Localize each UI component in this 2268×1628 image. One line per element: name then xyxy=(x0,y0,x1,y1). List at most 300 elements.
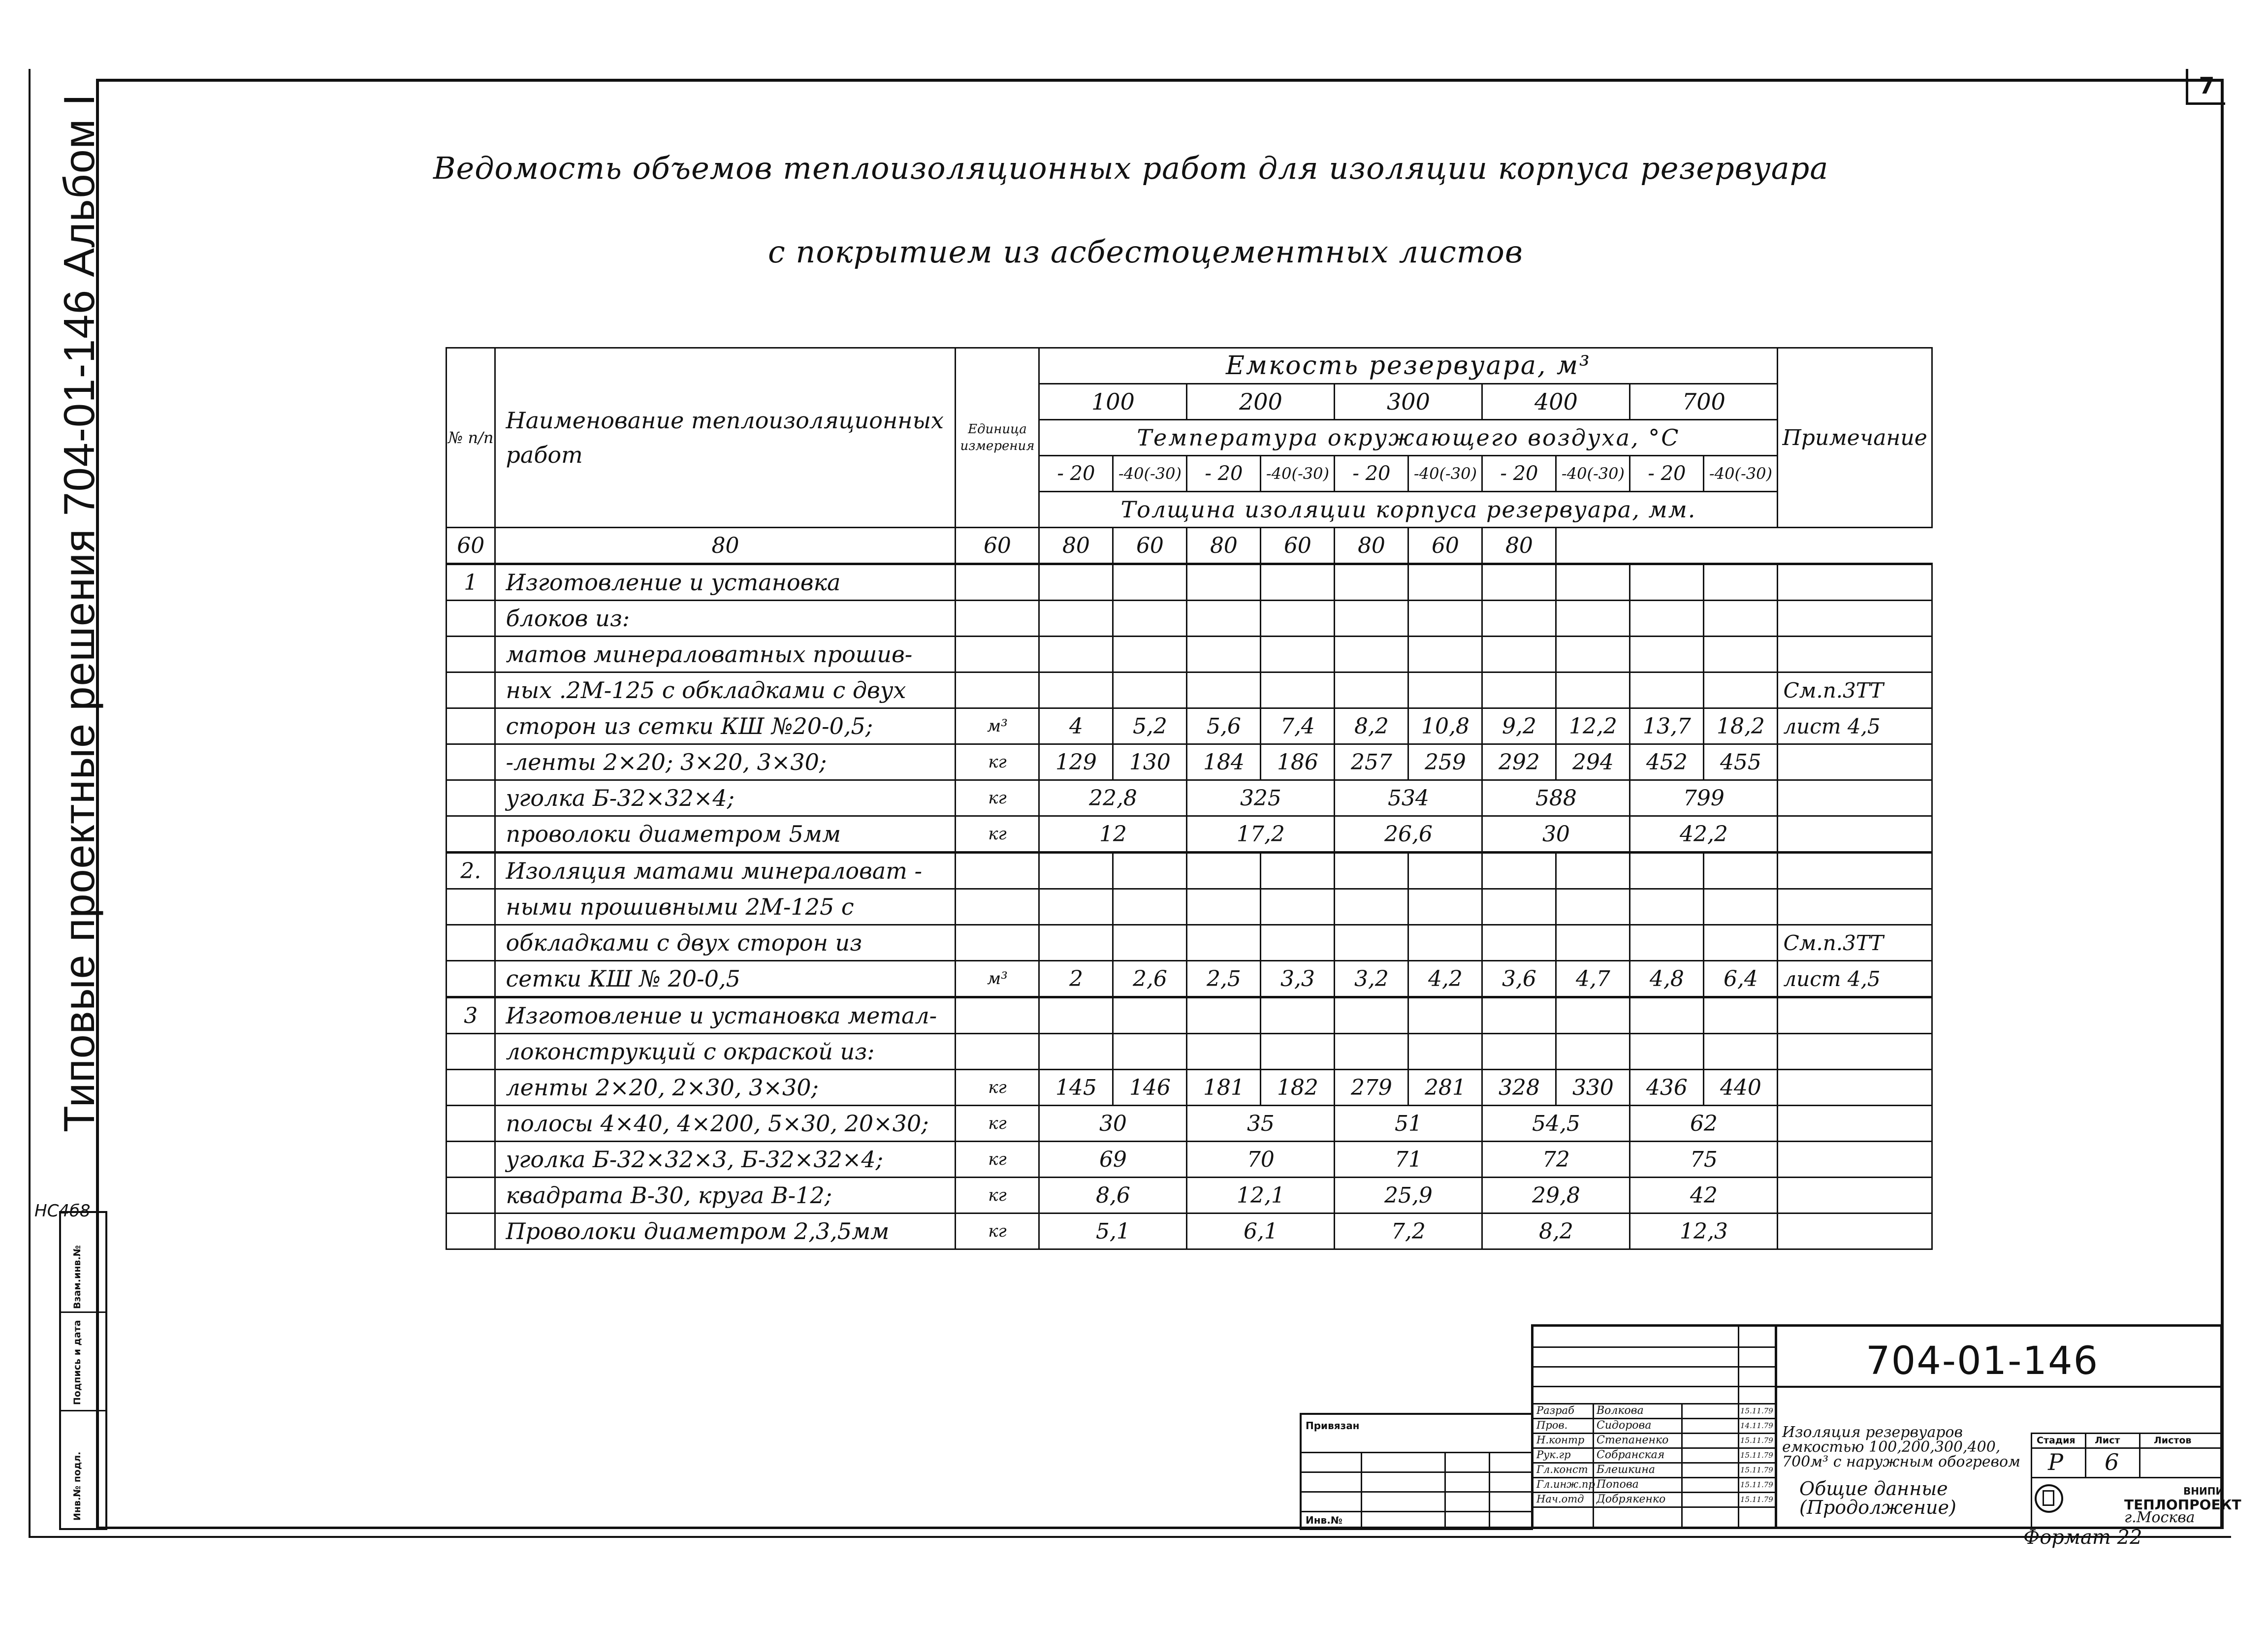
value-cell: 54,5 xyxy=(1482,1106,1630,1142)
unit-cell: кг xyxy=(956,816,1039,853)
value-cell xyxy=(1630,601,1704,637)
thickness-header: Толщина изоляции корпуса резервуара, мм. xyxy=(1039,492,1778,528)
table-row xyxy=(447,925,1932,961)
role-label: Гл.инж.пр xyxy=(1536,1478,1595,1490)
note-cell xyxy=(1778,564,1932,601)
row-number: 1 xyxy=(447,564,495,601)
table-row xyxy=(447,816,1932,853)
table-row xyxy=(447,997,1932,1034)
value-cell xyxy=(1630,1034,1704,1070)
value-cell xyxy=(1630,564,1704,601)
value-cell xyxy=(1261,925,1335,961)
thickness-cell: 60 xyxy=(1113,528,1187,564)
org-city: г.Москва xyxy=(2124,1509,2195,1526)
stamp-label-inv: Взам.инв.№ xyxy=(72,1245,83,1309)
document-code: 704-01-146 xyxy=(1866,1339,2099,1383)
date-value: 15.11.79 xyxy=(1740,1451,1773,1460)
thickness-cell: 80 xyxy=(1039,528,1113,564)
value-cell xyxy=(1630,637,1704,672)
date-value: 15.11.79 xyxy=(1740,1436,1773,1445)
value-cell: 72 xyxy=(1482,1142,1630,1178)
table-row xyxy=(447,1142,1932,1178)
value-cell: 4,8 xyxy=(1630,961,1704,997)
col-no-header: № п/п xyxy=(447,348,495,528)
value-cell: 534 xyxy=(1335,780,1482,816)
value-cell xyxy=(1335,889,1408,925)
value-cell xyxy=(1039,853,1113,889)
temperature-cell: - 20 xyxy=(1039,456,1113,492)
value-cell xyxy=(1556,853,1630,889)
note-cell xyxy=(1778,1106,1932,1142)
value-cell xyxy=(1408,889,1482,925)
stage-value: Р xyxy=(2048,1449,2063,1475)
capacity-header: Емкость резервуара, м³ xyxy=(1039,348,1778,384)
value-cell xyxy=(1039,997,1113,1034)
date-value: 15.11.79 xyxy=(1740,1466,1773,1474)
unit-cell: м³ xyxy=(956,961,1039,997)
value-cell: 182 xyxy=(1261,1070,1335,1106)
date-value: 15.11.79 xyxy=(1740,1495,1773,1504)
thickness-cell: 60 xyxy=(447,528,495,564)
value-cell: 7,4 xyxy=(1261,708,1335,744)
value-cell xyxy=(1039,889,1113,925)
note-cell xyxy=(1778,889,1932,925)
row-number xyxy=(447,1070,495,1106)
value-cell: 181 xyxy=(1187,1070,1261,1106)
note-cell xyxy=(1778,997,1932,1034)
value-cell: 75 xyxy=(1630,1142,1778,1178)
value-cell xyxy=(1482,925,1556,961)
sheet-value: 6 xyxy=(2105,1449,2119,1475)
value-cell xyxy=(1261,564,1335,601)
work-name: ленты 2×20, 2×30, 3×30; xyxy=(495,1070,956,1106)
org-logo-icon xyxy=(2035,1484,2063,1513)
value-cell xyxy=(1704,853,1778,889)
value-cell xyxy=(1335,1034,1408,1070)
value-cell xyxy=(1335,672,1408,708)
work-name: обкладками с двух сторон из xyxy=(495,925,956,961)
temperature-cell: -40(-30) xyxy=(1408,456,1482,492)
value-cell xyxy=(1556,1034,1630,1070)
work-name: Проволоки диаметром 2,3,5мм xyxy=(495,1213,956,1249)
person-name: Попова xyxy=(1597,1478,1639,1491)
value-cell xyxy=(1482,601,1556,637)
col-unit-header: Единица измерения xyxy=(956,348,1039,528)
value-cell: 436 xyxy=(1630,1070,1704,1106)
thickness-cell: 80 xyxy=(1335,528,1408,564)
row-number xyxy=(447,1106,495,1142)
value-cell xyxy=(1408,637,1482,672)
value-cell: 12,2 xyxy=(1556,708,1630,744)
value-cell: 799 xyxy=(1630,780,1778,816)
value-cell xyxy=(1261,997,1335,1034)
value-cell xyxy=(1113,997,1187,1034)
temperature-cell: -40(-30) xyxy=(1261,456,1335,492)
value-cell: 7,2 xyxy=(1335,1213,1482,1249)
table-row xyxy=(447,672,1932,708)
unit-cell xyxy=(956,997,1039,1034)
value-cell xyxy=(1556,672,1630,708)
table-row xyxy=(447,889,1932,925)
person-name: Степаненко xyxy=(1597,1434,1669,1446)
value-cell xyxy=(1704,997,1778,1034)
value-cell: 8,2 xyxy=(1335,708,1408,744)
note-cell: См.п.3ТТ xyxy=(1778,672,1932,708)
value-cell xyxy=(1187,997,1261,1034)
value-cell: 51 xyxy=(1335,1106,1482,1142)
capacity-cell: 700 xyxy=(1630,384,1778,420)
value-cell: 12 xyxy=(1039,816,1187,853)
note-cell: лист 4,5 xyxy=(1778,961,1932,997)
work-name: Изготовление и установка метал- xyxy=(495,997,956,1034)
value-cell xyxy=(1556,637,1630,672)
value-cell xyxy=(1261,1034,1335,1070)
capacity-cell: 100 xyxy=(1039,384,1187,420)
value-cell xyxy=(1704,1034,1778,1070)
unit-cell: кг xyxy=(956,1213,1039,1249)
value-cell xyxy=(1704,925,1778,961)
value-cell xyxy=(1408,672,1482,708)
role-label: Рук.гр xyxy=(1536,1449,1571,1461)
row-number xyxy=(447,1142,495,1178)
value-cell xyxy=(1482,889,1556,925)
value-cell xyxy=(1556,925,1630,961)
sheet-title: Общие данные (Продолжение) xyxy=(1799,1478,1956,1518)
role-label: Н.контр xyxy=(1536,1434,1585,1446)
unit-cell xyxy=(956,925,1039,961)
row-number xyxy=(447,672,495,708)
note-cell: См.п.3ТТ xyxy=(1778,925,1932,961)
value-cell: 184 xyxy=(1187,744,1261,780)
unit-cell: кг xyxy=(956,1178,1039,1213)
value-cell: 35 xyxy=(1187,1106,1335,1142)
work-name: полосы 4×40, 4×200, 5×30, 20×30; xyxy=(495,1106,956,1142)
unit-cell: м³ xyxy=(956,708,1039,744)
thickness-cell: 60 xyxy=(956,528,1039,564)
work-name: локонструкций с окраской из: xyxy=(495,1034,956,1070)
row-number: 3 xyxy=(447,997,495,1034)
value-cell xyxy=(1187,853,1261,889)
value-cell: 4 xyxy=(1039,708,1113,744)
temperature-cell: -40(-30) xyxy=(1113,456,1187,492)
value-cell: 2,6 xyxy=(1113,961,1187,997)
capacity-cell: 300 xyxy=(1335,384,1482,420)
value-cell: 325 xyxy=(1187,780,1335,816)
unit-cell xyxy=(956,601,1039,637)
value-cell: 70 xyxy=(1187,1142,1335,1178)
value-cell xyxy=(1335,601,1408,637)
row-number xyxy=(447,1034,495,1070)
work-name: ных .2М-125 с обкладками с двух xyxy=(495,672,956,708)
value-cell: 12,1 xyxy=(1187,1178,1335,1213)
note-cell: лист 4,5 xyxy=(1778,708,1932,744)
table-row xyxy=(447,564,1932,601)
binding-label: Привязан xyxy=(1306,1420,1360,1432)
value-cell: 71 xyxy=(1335,1142,1482,1178)
work-name: проволоки диаметром 5мм xyxy=(495,816,956,853)
value-cell xyxy=(1704,564,1778,601)
sheets-label: Листов xyxy=(2154,1435,2192,1446)
value-cell: 455 xyxy=(1704,744,1778,780)
person-name: Волкова xyxy=(1597,1405,1644,1417)
unit-cell: кг xyxy=(956,1070,1039,1106)
unit-cell xyxy=(956,889,1039,925)
value-cell: 3,6 xyxy=(1482,961,1556,997)
unit-cell: кг xyxy=(956,780,1039,816)
temperature-header: Температура окружающего воздуха, °С xyxy=(1039,420,1778,456)
value-cell xyxy=(1039,601,1113,637)
value-cell xyxy=(1187,925,1261,961)
value-cell: 42,2 xyxy=(1630,816,1778,853)
table-row xyxy=(447,1178,1932,1213)
value-cell xyxy=(1630,672,1704,708)
thickness-cell: 60 xyxy=(1408,528,1482,564)
work-name: -ленты 2×20; 3×20, 3×30; xyxy=(495,744,956,780)
note-cell xyxy=(1778,1178,1932,1213)
unit-cell: кг xyxy=(956,744,1039,780)
value-cell xyxy=(1335,853,1408,889)
value-cell xyxy=(1039,672,1113,708)
work-name: квадрата В-30, круга В-12; xyxy=(495,1178,956,1213)
value-cell xyxy=(1113,925,1187,961)
value-cell xyxy=(1039,564,1113,601)
value-cell: 6,1 xyxy=(1187,1213,1335,1249)
value-cell: 129 xyxy=(1039,744,1113,780)
value-cell xyxy=(1482,637,1556,672)
works-table xyxy=(446,347,1933,1250)
value-cell xyxy=(1556,997,1630,1034)
table-row xyxy=(447,708,1932,744)
value-cell xyxy=(1408,853,1482,889)
value-cell: 30 xyxy=(1039,1106,1187,1142)
table-row xyxy=(447,744,1932,780)
temperature-cell: - 20 xyxy=(1630,456,1704,492)
table-row xyxy=(447,1070,1932,1106)
unit-cell xyxy=(956,1034,1039,1070)
thickness-cell: 80 xyxy=(1187,528,1261,564)
value-cell: 2,5 xyxy=(1187,961,1261,997)
value-cell: 3,3 xyxy=(1261,961,1335,997)
value-cell: 69 xyxy=(1039,1142,1187,1178)
value-cell xyxy=(1704,637,1778,672)
work-name: ными прошивными 2М-125 с xyxy=(495,889,956,925)
row-number xyxy=(447,1213,495,1249)
note-cell xyxy=(1778,744,1932,780)
note-cell xyxy=(1778,637,1932,672)
work-name: матов минераловатных прошив- xyxy=(495,637,956,672)
value-cell: 8,6 xyxy=(1039,1178,1187,1213)
value-cell: 5,2 xyxy=(1113,708,1187,744)
capacity-cell: 200 xyxy=(1187,384,1335,420)
thickness-cell: 80 xyxy=(1482,528,1556,564)
unit-cell xyxy=(956,637,1039,672)
value-cell: 12,3 xyxy=(1630,1213,1778,1249)
work-name: блоков из: xyxy=(495,601,956,637)
value-cell xyxy=(1187,889,1261,925)
value-cell xyxy=(1556,889,1630,925)
value-cell: 292 xyxy=(1482,744,1556,780)
value-cell xyxy=(1261,672,1335,708)
value-cell: 6,4 xyxy=(1704,961,1778,997)
value-cell xyxy=(1408,601,1482,637)
value-cell xyxy=(1039,637,1113,672)
value-cell xyxy=(1482,853,1556,889)
note-cell xyxy=(1778,1070,1932,1106)
value-cell: 4,7 xyxy=(1556,961,1630,997)
person-name: Добрякенко xyxy=(1597,1493,1666,1505)
value-cell xyxy=(1187,672,1261,708)
value-cell: 10,8 xyxy=(1408,708,1482,744)
thickness-cell: 80 xyxy=(495,528,956,564)
value-cell xyxy=(1335,564,1408,601)
value-cell xyxy=(1630,889,1704,925)
table-row xyxy=(447,961,1932,997)
value-cell xyxy=(1630,925,1704,961)
table-row xyxy=(447,1106,1932,1142)
value-cell xyxy=(1187,601,1261,637)
value-cell xyxy=(1187,1034,1261,1070)
temperature-cell: -40(-30) xyxy=(1556,456,1630,492)
value-cell xyxy=(1261,601,1335,637)
row-number xyxy=(447,961,495,997)
sheet-label: Лист xyxy=(2095,1435,2120,1446)
note-cell xyxy=(1778,1142,1932,1178)
value-cell xyxy=(1261,637,1335,672)
stage-label: Стадия xyxy=(2037,1435,2076,1446)
note-cell xyxy=(1778,601,1932,637)
table-row xyxy=(447,780,1932,816)
stamp-label-orig: Инв.№ подл. xyxy=(72,1451,83,1521)
value-cell xyxy=(1556,564,1630,601)
value-cell: 26,6 xyxy=(1335,816,1482,853)
value-cell xyxy=(1335,997,1408,1034)
unit-cell: кг xyxy=(956,1106,1039,1142)
row-number xyxy=(447,708,495,744)
value-cell xyxy=(1482,1034,1556,1070)
value-cell: 257 xyxy=(1335,744,1408,780)
value-cell xyxy=(1039,1034,1113,1070)
value-cell xyxy=(1335,925,1408,961)
value-cell: 25,9 xyxy=(1335,1178,1482,1213)
work-name: Изготовление и установка xyxy=(495,564,956,601)
thickness-cell: 60 xyxy=(1261,528,1335,564)
value-cell xyxy=(1482,672,1556,708)
value-cell: 62 xyxy=(1630,1106,1778,1142)
value-cell xyxy=(1630,853,1704,889)
inventory-label: Инв.№ xyxy=(1306,1514,1342,1526)
role-label: Пров. xyxy=(1536,1419,1568,1431)
note-cell xyxy=(1778,1034,1932,1070)
value-cell: 9,2 xyxy=(1482,708,1556,744)
value-cell: 294 xyxy=(1556,744,1630,780)
table-row xyxy=(447,637,1932,672)
value-cell xyxy=(1482,564,1556,601)
value-cell: 2 xyxy=(1039,961,1113,997)
role-label: Нач.отд xyxy=(1536,1493,1584,1505)
value-cell xyxy=(1113,1034,1187,1070)
value-cell xyxy=(1704,672,1778,708)
value-cell xyxy=(1261,889,1335,925)
value-cell: 22,8 xyxy=(1039,780,1187,816)
date-value: 14.11.79 xyxy=(1740,1421,1773,1430)
value-cell: 3,2 xyxy=(1335,961,1408,997)
value-cell xyxy=(1187,564,1261,601)
row-number: 2. xyxy=(447,853,495,889)
row-number xyxy=(447,925,495,961)
value-cell: 130 xyxy=(1113,744,1187,780)
table-row xyxy=(447,1034,1932,1070)
value-cell xyxy=(1704,601,1778,637)
person-name: Собранская xyxy=(1597,1449,1665,1461)
row-number xyxy=(447,637,495,672)
value-cell xyxy=(1408,564,1482,601)
value-cell: 30 xyxy=(1482,816,1630,853)
temperature-cell: - 20 xyxy=(1482,456,1556,492)
value-cell: 18,2 xyxy=(1704,708,1778,744)
temperature-cell: -40(-30) xyxy=(1704,456,1778,492)
side-code: НС4б8 xyxy=(34,1201,91,1221)
work-name: Изоляция матами минераловат - xyxy=(495,853,956,889)
note-cell xyxy=(1778,853,1932,889)
row-number xyxy=(447,816,495,853)
person-name: Сидорова xyxy=(1597,1419,1652,1432)
value-cell xyxy=(1113,564,1187,601)
value-cell: 281 xyxy=(1408,1070,1482,1106)
capacity-cell: 400 xyxy=(1482,384,1630,420)
note-cell xyxy=(1778,780,1932,816)
value-cell xyxy=(1113,889,1187,925)
value-cell xyxy=(1113,601,1187,637)
note-cell xyxy=(1778,816,1932,853)
value-cell: 146 xyxy=(1113,1070,1187,1106)
value-cell xyxy=(1187,637,1261,672)
value-cell xyxy=(1039,925,1113,961)
col-note-header: Примечание xyxy=(1778,348,1932,528)
side-stamp xyxy=(59,1211,107,1530)
value-cell: 279 xyxy=(1335,1070,1408,1106)
value-cell: 8,2 xyxy=(1482,1213,1630,1249)
row-number xyxy=(447,1178,495,1213)
value-cell: 259 xyxy=(1408,744,1482,780)
work-name: уголка Б-32×32×4; xyxy=(495,780,956,816)
value-cell: 440 xyxy=(1704,1070,1778,1106)
temperature-cell: - 20 xyxy=(1335,456,1408,492)
binding-block xyxy=(1300,1413,1533,1530)
value-cell: 17,2 xyxy=(1187,816,1335,853)
row-number xyxy=(447,601,495,637)
value-cell xyxy=(1482,997,1556,1034)
unit-cell xyxy=(956,853,1039,889)
note-cell xyxy=(1778,1213,1932,1249)
value-cell: 4,2 xyxy=(1408,961,1482,997)
value-cell: 330 xyxy=(1556,1070,1630,1106)
value-cell xyxy=(1113,853,1187,889)
work-name: сторон из сетки КШ №20-0,5; xyxy=(495,708,956,744)
project-description: Изоляция резервуаров емкостью 100,200,300,400, 700м³ с наружным обогревом xyxy=(1782,1424,2020,1470)
row-number xyxy=(447,780,495,816)
value-cell xyxy=(1113,672,1187,708)
table-row xyxy=(447,853,1932,889)
date-value: 15.11.79 xyxy=(1740,1406,1773,1415)
value-cell xyxy=(1113,637,1187,672)
sheet-number: 7 xyxy=(2186,69,2225,105)
table-row xyxy=(447,601,1932,637)
work-name: уголка Б-32×32×3, Б-32×32×4; xyxy=(495,1142,956,1178)
value-cell: 186 xyxy=(1261,744,1335,780)
role-label: Разраб xyxy=(1536,1405,1574,1416)
unit-cell xyxy=(956,564,1039,601)
stamp-label-sign: Подпись и дата xyxy=(72,1320,83,1405)
